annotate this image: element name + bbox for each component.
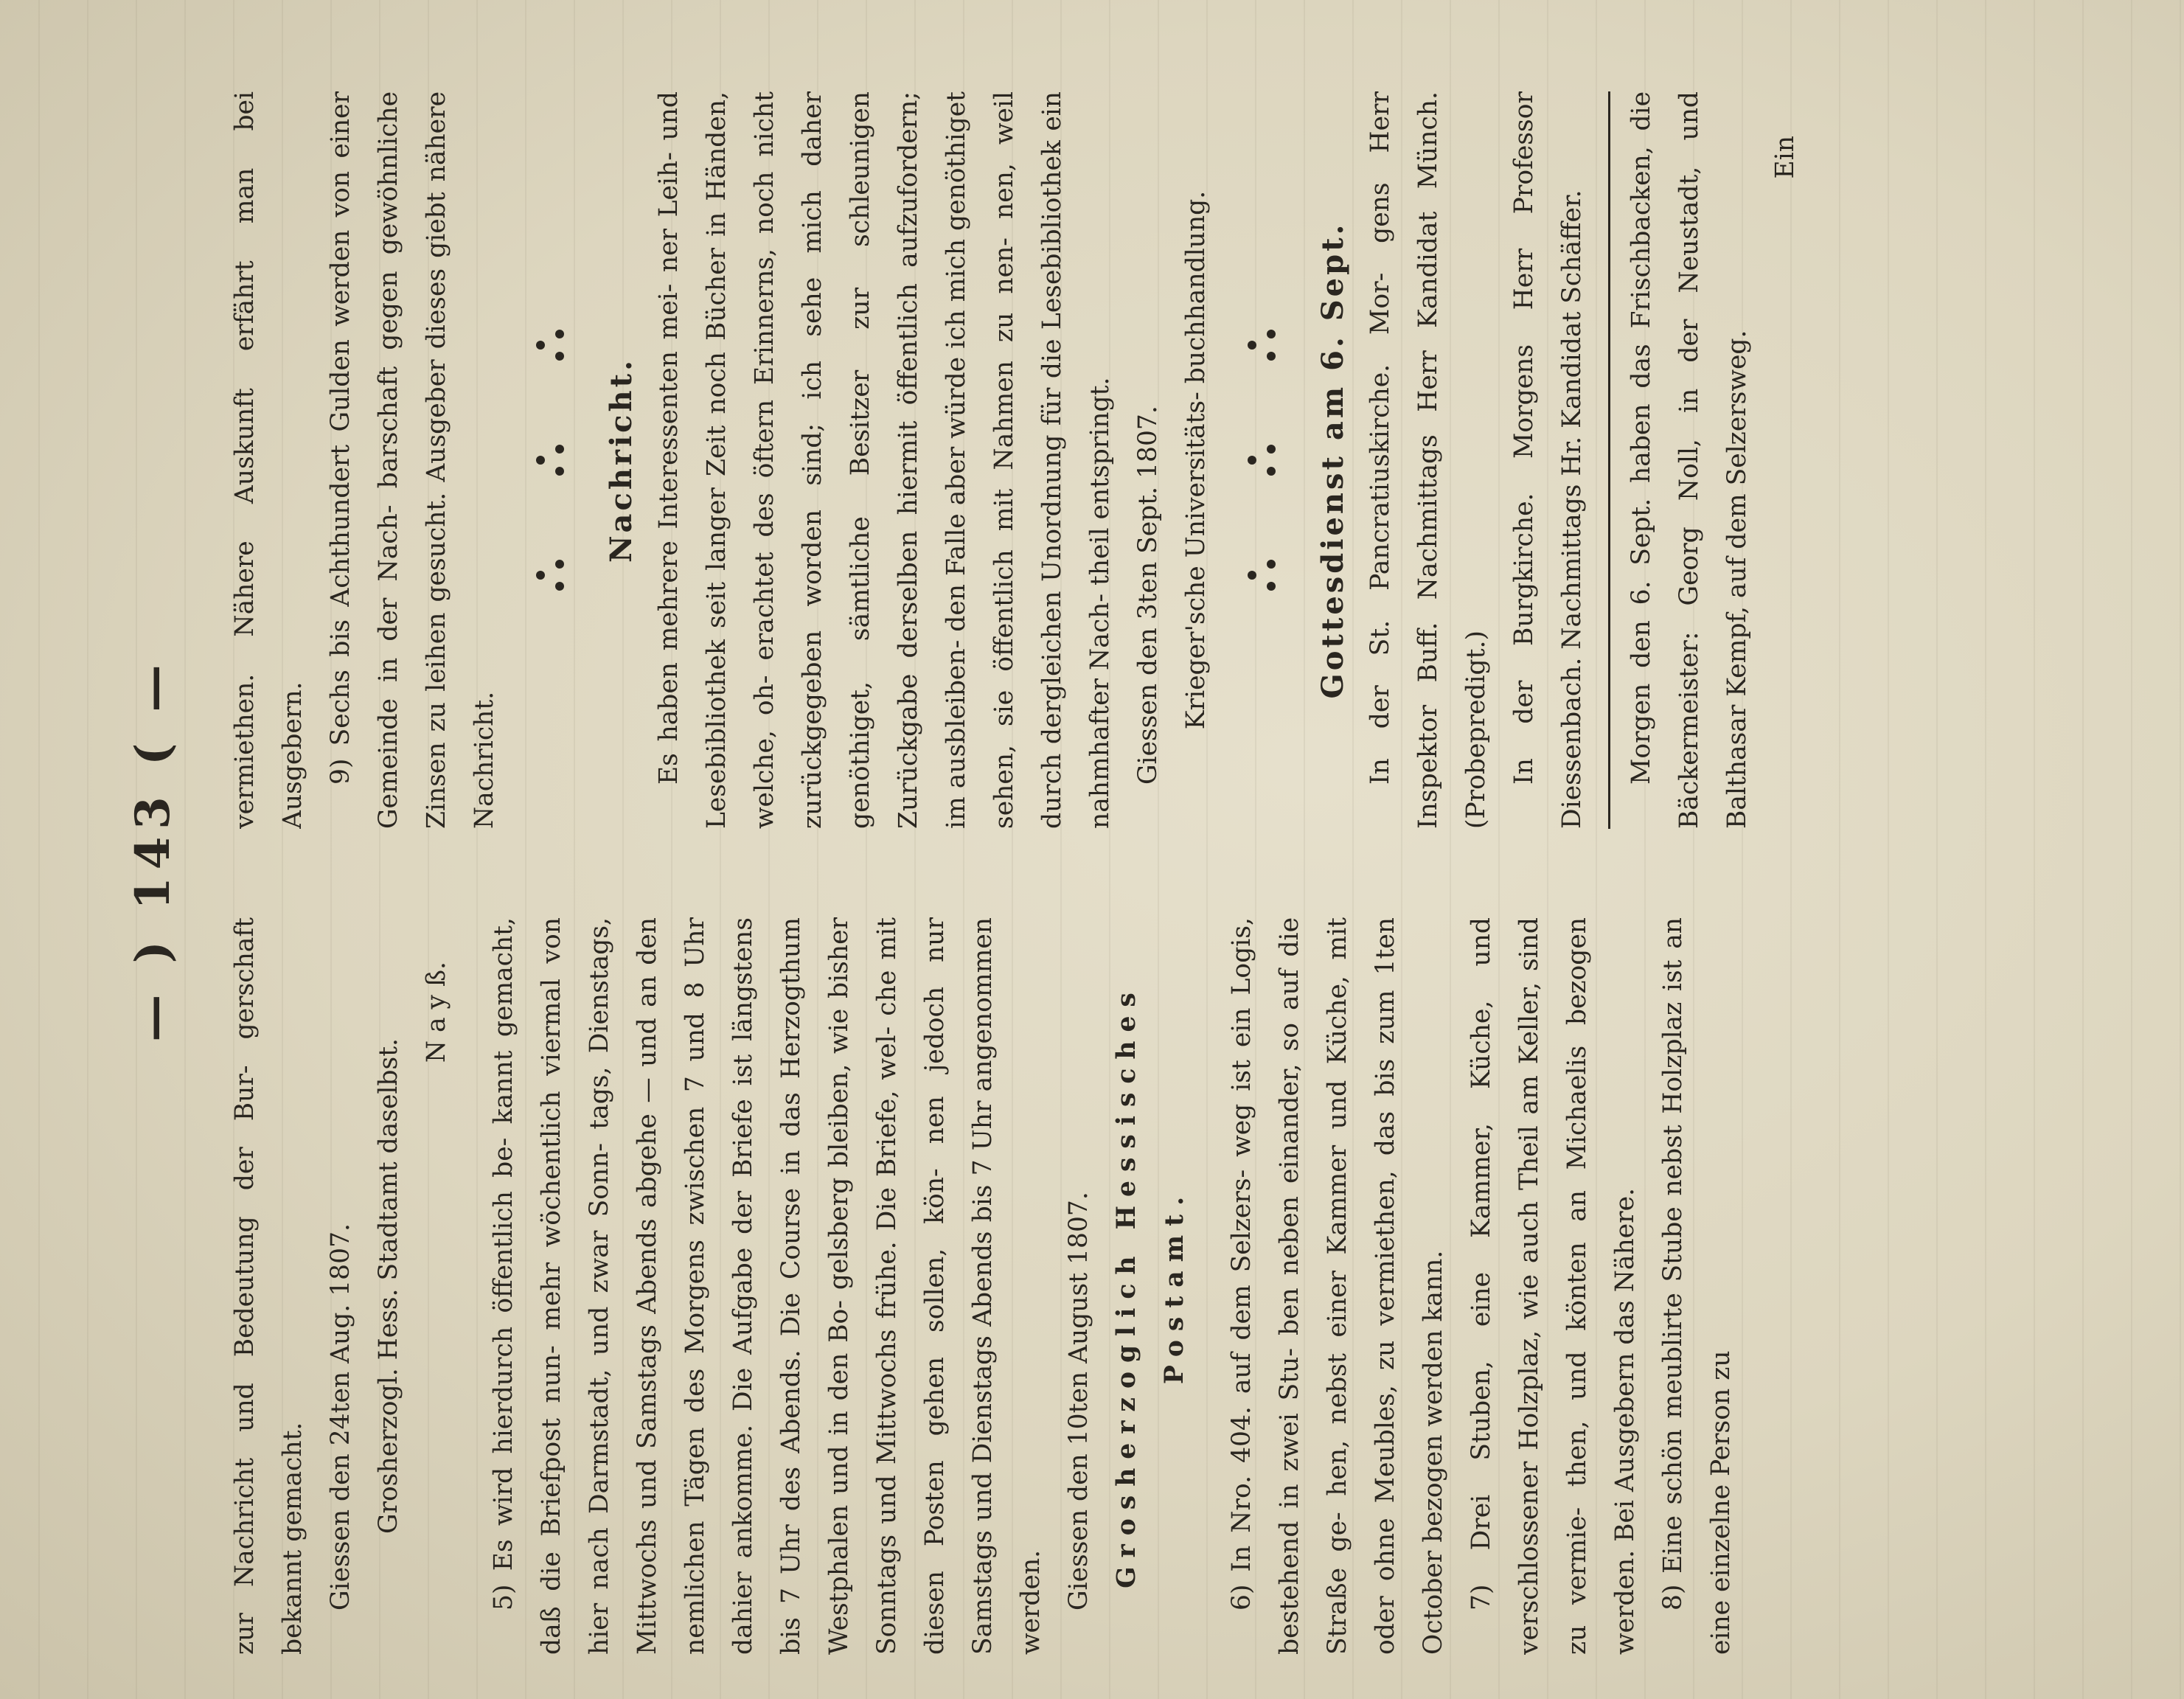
heading-nachricht: Nachricht. [604,357,639,563]
library-notice: Es haben mehrere Interessenten mei- ner Leih- und Lesebibliothek seit langer Zeit noch Bücher in Händen, welche, oh- erachtet des öftern Erinnerns, noch nicht zurückgegeben worden sind; ich sehe mich daher genöthiget, sämtliche Besitzer zur schleunigen Zurückgabe derselben hiermit öffentlich aufzufordern; im ausbleiben- den Falle aber würde ich mich genöthiget sehen, sie öffentlich mit Nahmen zu nen- nen, weil durch dergleichen Unordnung für die Lesebibliothek ein nahmhafter Nach- theil entspringt. [654,91,1115,829]
asterism-icon [536,328,570,362]
catchword: Ein [1770,136,1800,179]
notice-6-lodging: 6) In Nro. 404. auf dem Selzers- weg ist ein Logis, bestehend in zwei Stu- ben neben einander, so auf die Straße ge- hen, nebst einer Kammer und Küche, mit oder ohne Meubles, zu vermiethen, das bis zum 1ten October bezogen werden kann. [1227,917,1448,1655]
bakers-notice: Morgen den 6. Sept. haben das Frischbacken, die Bäckermeister: Georg Noll, in der Neustadt, und Balthasar Kempf, auf dem Selzersweg. [1627,91,1752,829]
notice-5-signature: Grosherzoglich Hessisches [1112,984,1141,1588]
service-burgkirche: In der Burgkirche. Morgens Herr Professor Diessenbach. Nachmittags Hr. Kandidat Schäffer. [1509,91,1587,829]
asterism-icon [536,443,570,477]
notice-date: Giessen den 24ten Aug. 1807. [326,1223,355,1611]
notice-5-office: Postamt. [1160,1187,1189,1385]
notice-9-loan: 9) Sechs bis Achthundert Gulden werden von einer Gemeinde in der Nach- barschaft gegen gewöhnliche Zinsen zu leihen gesucht. Ausgeber dieses giebt nähere Nachricht. [326,91,499,829]
section-separator [509,91,597,829]
right-column [221,91,2109,829]
notice-signer: N a y ß. [422,962,451,1063]
notice-7-rooms: 7) Drei Stuben, eine Kammer, Küche, und verschlossener Holzplaz, wie auch Theil am Keller, sind zu vermie- then, und könten an Michaelis bezogen werden. Bei Ausgebern das Nähere. [1467,917,1640,1655]
notice-signature: Grosherzogl. Hess. Stadtamt daselbst. [374,1038,403,1535]
left-column [221,917,2109,1655]
divider-rule [1608,91,1610,829]
library-notice-date: Giessen den 3ten Sept. 1807. [1133,406,1163,785]
notice-continuation: zur Nachricht und Bedeutung der Bur- gerschaft bekannt gemacht. [230,917,307,1655]
notice-5-date: Giessen den 10ten August 1807. [1064,1192,1093,1611]
asterism-icon [536,558,570,592]
notice-5-post: 5) Es wird hierdurch öffentlich be- kannt gemacht, daß die Briefpost nun- mehr wöchentlich viermal von hier nach Darmstadt, und zwar Sonn- tags, Dienstags, Mittwochs und Samstags Abends abgehe — und an den nemlichen Tägen des Morgens zwischen 7 und 8 Uhr dahier ankomme. Die Aufgabe der Briefe ist längstens bis 7 Uhr des Abends. Die Course in das Herzogthum Westphalen und in den Bo- gelsberg bleiben, wie bisher Sonntags und Mittwochs frühe. Die Briefe, wel- che mit diesen Posten gehen sollen, kön- nen jedoch nur Samstags und Dienstags Abends bis 7 Uhr angenommen werden. [489,917,1046,1655]
notice-8-continuation: vermiethen. Nähere Auskunft erfährt man bei Ausgebern. [230,91,307,829]
asterism-icon [1248,328,1281,362]
asterism-icon [1248,558,1281,592]
asterism-icon [1248,443,1281,477]
section-separator [1220,91,1309,829]
service-pancratius: In der St. Pancratiuskirche. Mor- gens Herr Inspektor Buff. Nachmittags Herr Kandidat Münch. (Probepredigt.) [1366,91,1491,829]
library-notice-signature: Krieger'sche Universitäts- buchhandlung. [1181,190,1211,730]
notice-8-room: 8) Eine schön meublirte Stube nebst Holzplaz ist an eine einzelne Person zu [1658,917,1736,1655]
page-header: — ) 143 ( — [125,657,181,1042]
heading-gottesdienst: Gottesdienst am 6. Sept. [1315,221,1350,699]
